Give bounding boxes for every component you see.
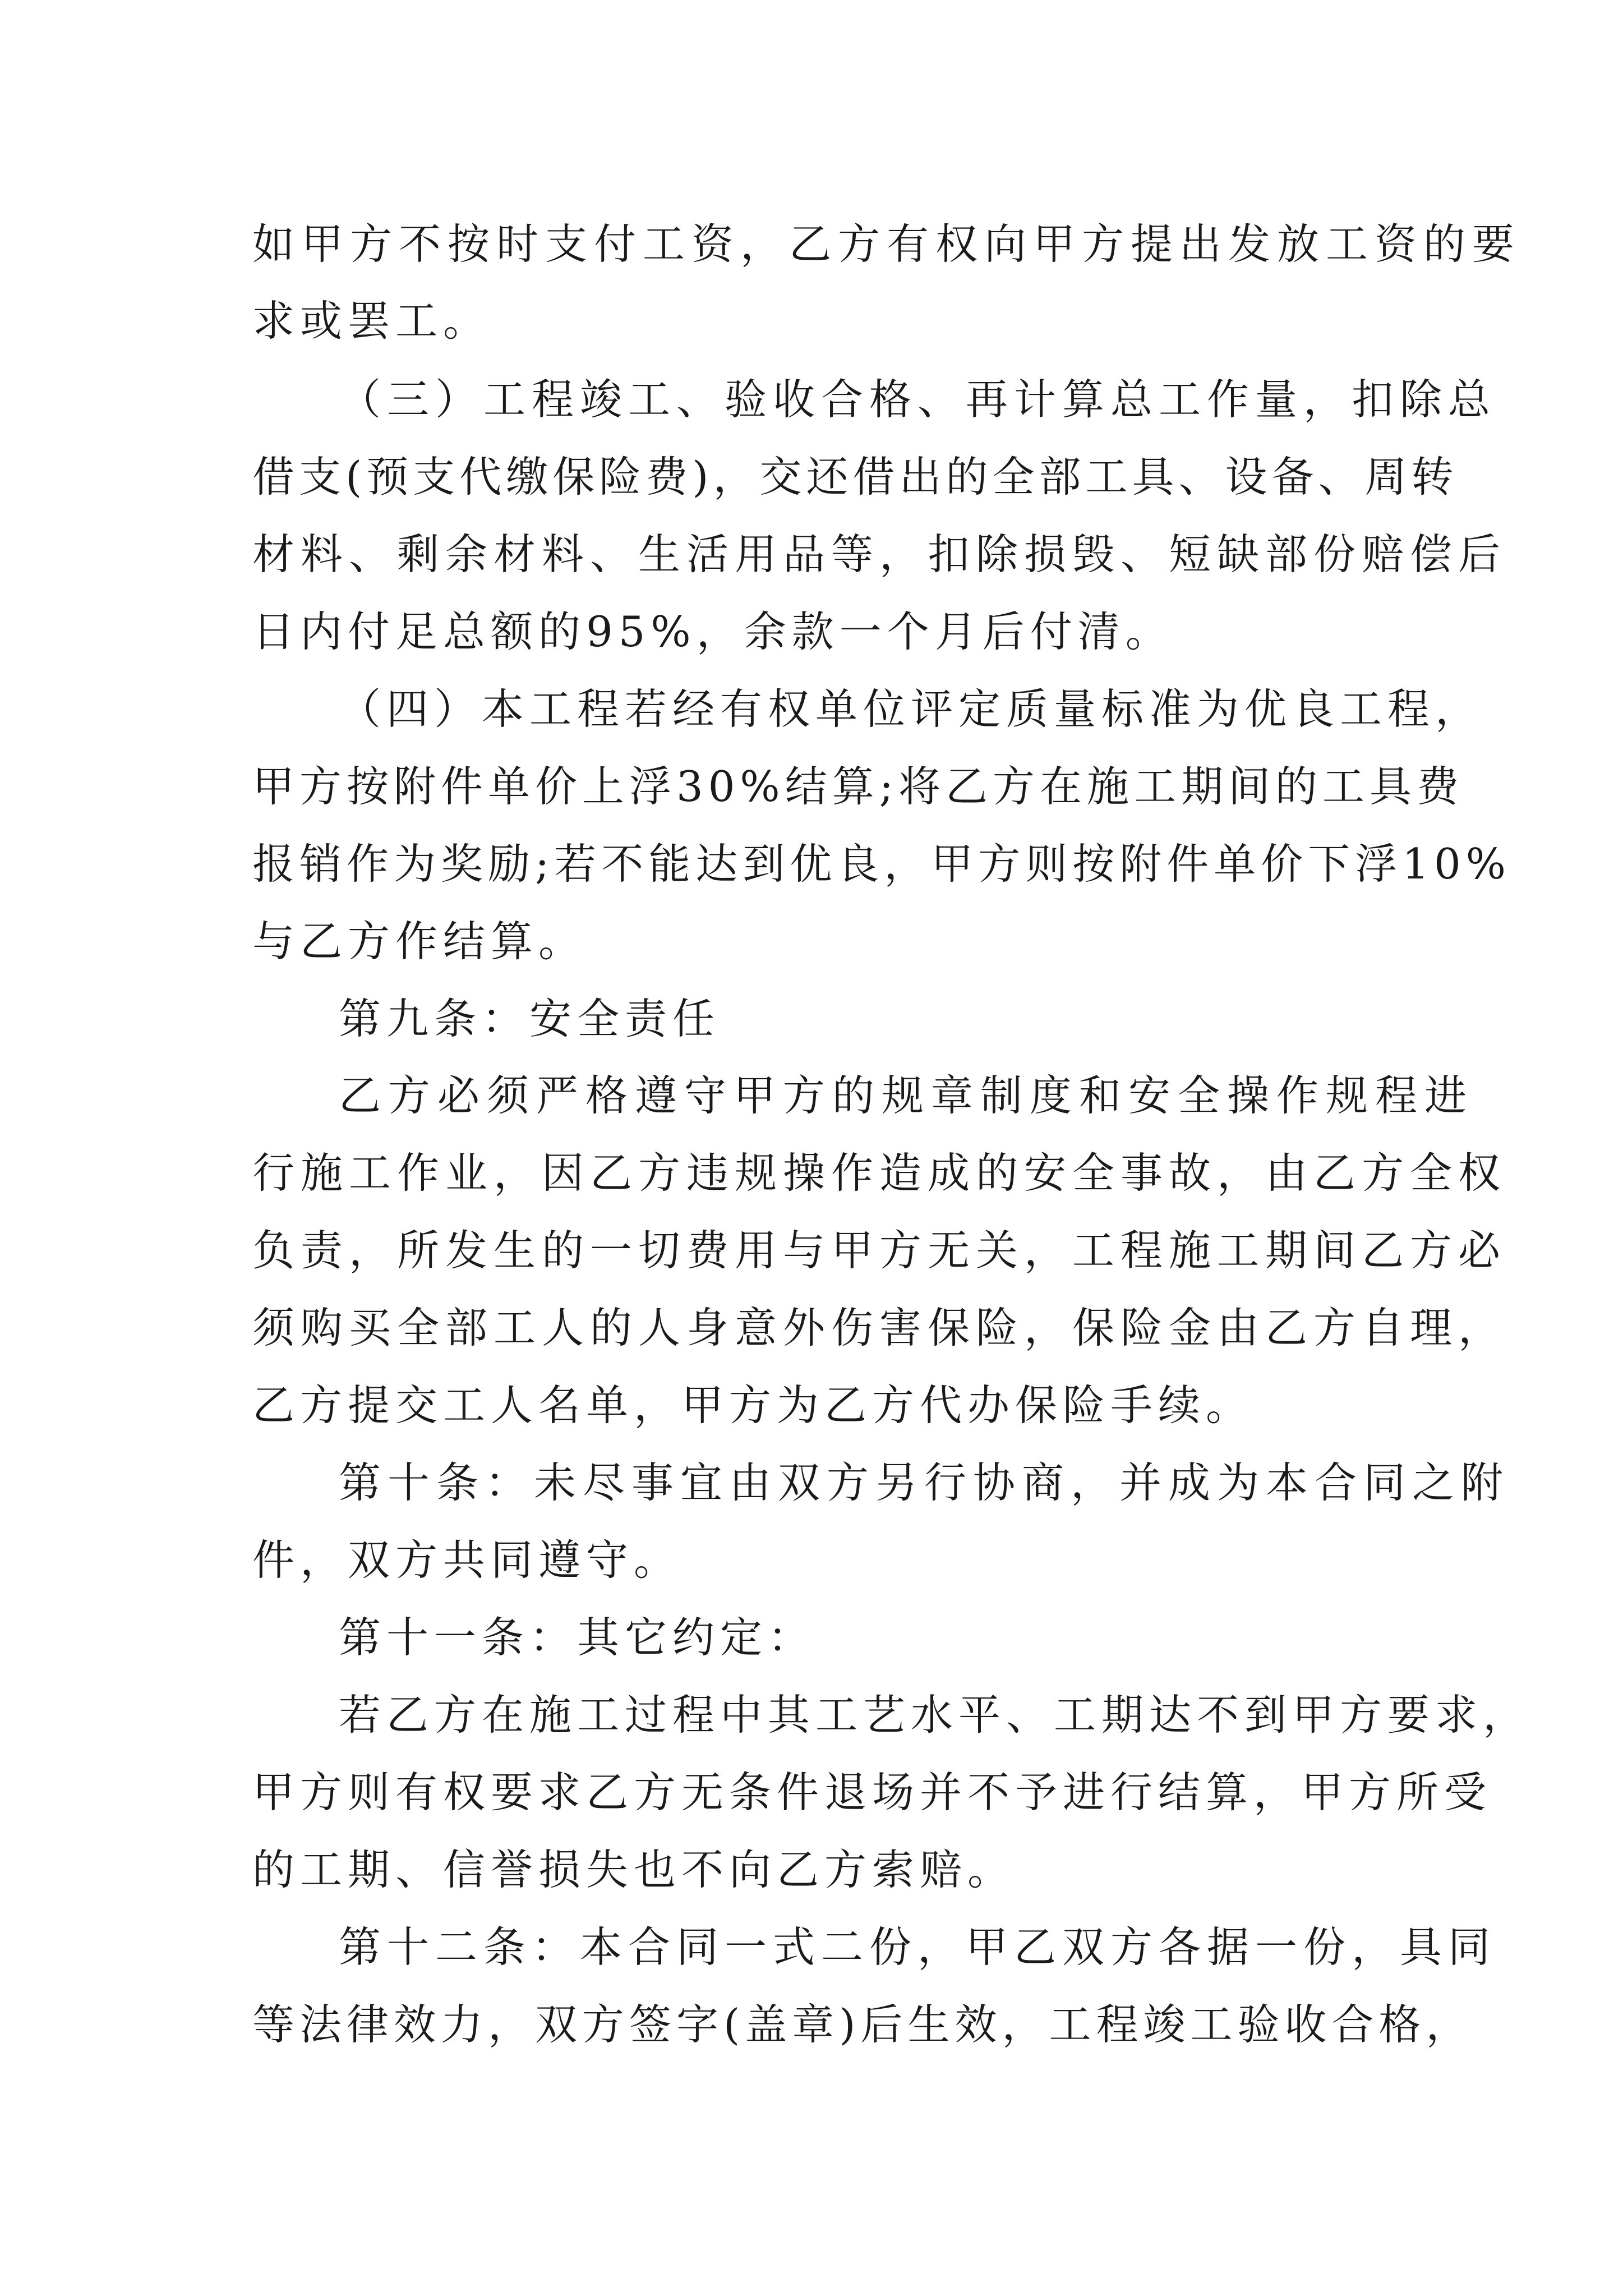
text-line: 乙方必须严格遵守甲方的规章制度和安全操作规程进 (339, 1071, 1474, 1120)
text-line: 与乙方作结算。 (252, 917, 587, 966)
text-line: 的工期、信誉损失也不向乙方索赔。 (252, 1845, 1016, 1894)
text-line: 行施工作业，因乙方违规操作造成的安全事故，由乙方全权 (252, 1148, 1507, 1198)
text-line: 须购买全部工人的人身意外伤害保险，保险金由乙方自理， (252, 1303, 1507, 1352)
text-line: 报销作为奖励;若不能达到优良，甲方则按附件单价下浮10% (252, 839, 1511, 889)
text-line: 材料、剩余材料、生活用品等，扣除损毁、短缺部份赔偿后 (252, 530, 1507, 579)
article-heading: 第十一条：其它约定： (339, 1613, 816, 1662)
text-line: 借支(预支代缴保险费)，交还借出的全部工具、设备、周转 (252, 452, 1458, 501)
text-line: （四）本工程若经有权单位评定质量标准为优良工程， (339, 684, 1483, 734)
text-line: 等法律效力，双方签字(盖章)后生效，工程竣工验收合格， (252, 2000, 1473, 2049)
text-line: 第十二条：本合同一式二份，甲乙双方各据一份，具同 (339, 1922, 1497, 1972)
text-line: 求或罢工。 (252, 296, 491, 346)
text-line: 乙方提交工人名单，甲方为乙方代办保险手续。 (252, 1381, 1254, 1430)
text-line: （三）工程竣工、验收合格、再计算总工作量，扣除总 (339, 375, 1497, 424)
text-line: 甲方按附件单价上浮30%结算;将乙方在施工期间的工具费 (252, 762, 1464, 811)
article-heading: 第九条：安全责任 (339, 994, 721, 1043)
text-line: 若乙方在施工过程中其工艺水平、工期达不到甲方要求， (339, 1690, 1531, 1740)
text-line: 日内付足总额的95%，余款一个月后付清。 (252, 607, 1173, 656)
text-line: 如甲方不按时支付工资，乙方有权向甲方提出发放工资的要 (252, 219, 1521, 269)
text-line: 甲方则有权要求乙方无条件退场并不予进行结算，甲方所受 (252, 1768, 1492, 1817)
text-line: 件，双方共同遵守。 (252, 1535, 682, 1585)
text-line: 第十条：未尽事宜由双方另行协商，并成为本合同之附 (339, 1458, 1510, 1507)
text-line: 负责，所发生的一切费用与甲方无关，工程施工期间乙方必 (252, 1226, 1507, 1275)
